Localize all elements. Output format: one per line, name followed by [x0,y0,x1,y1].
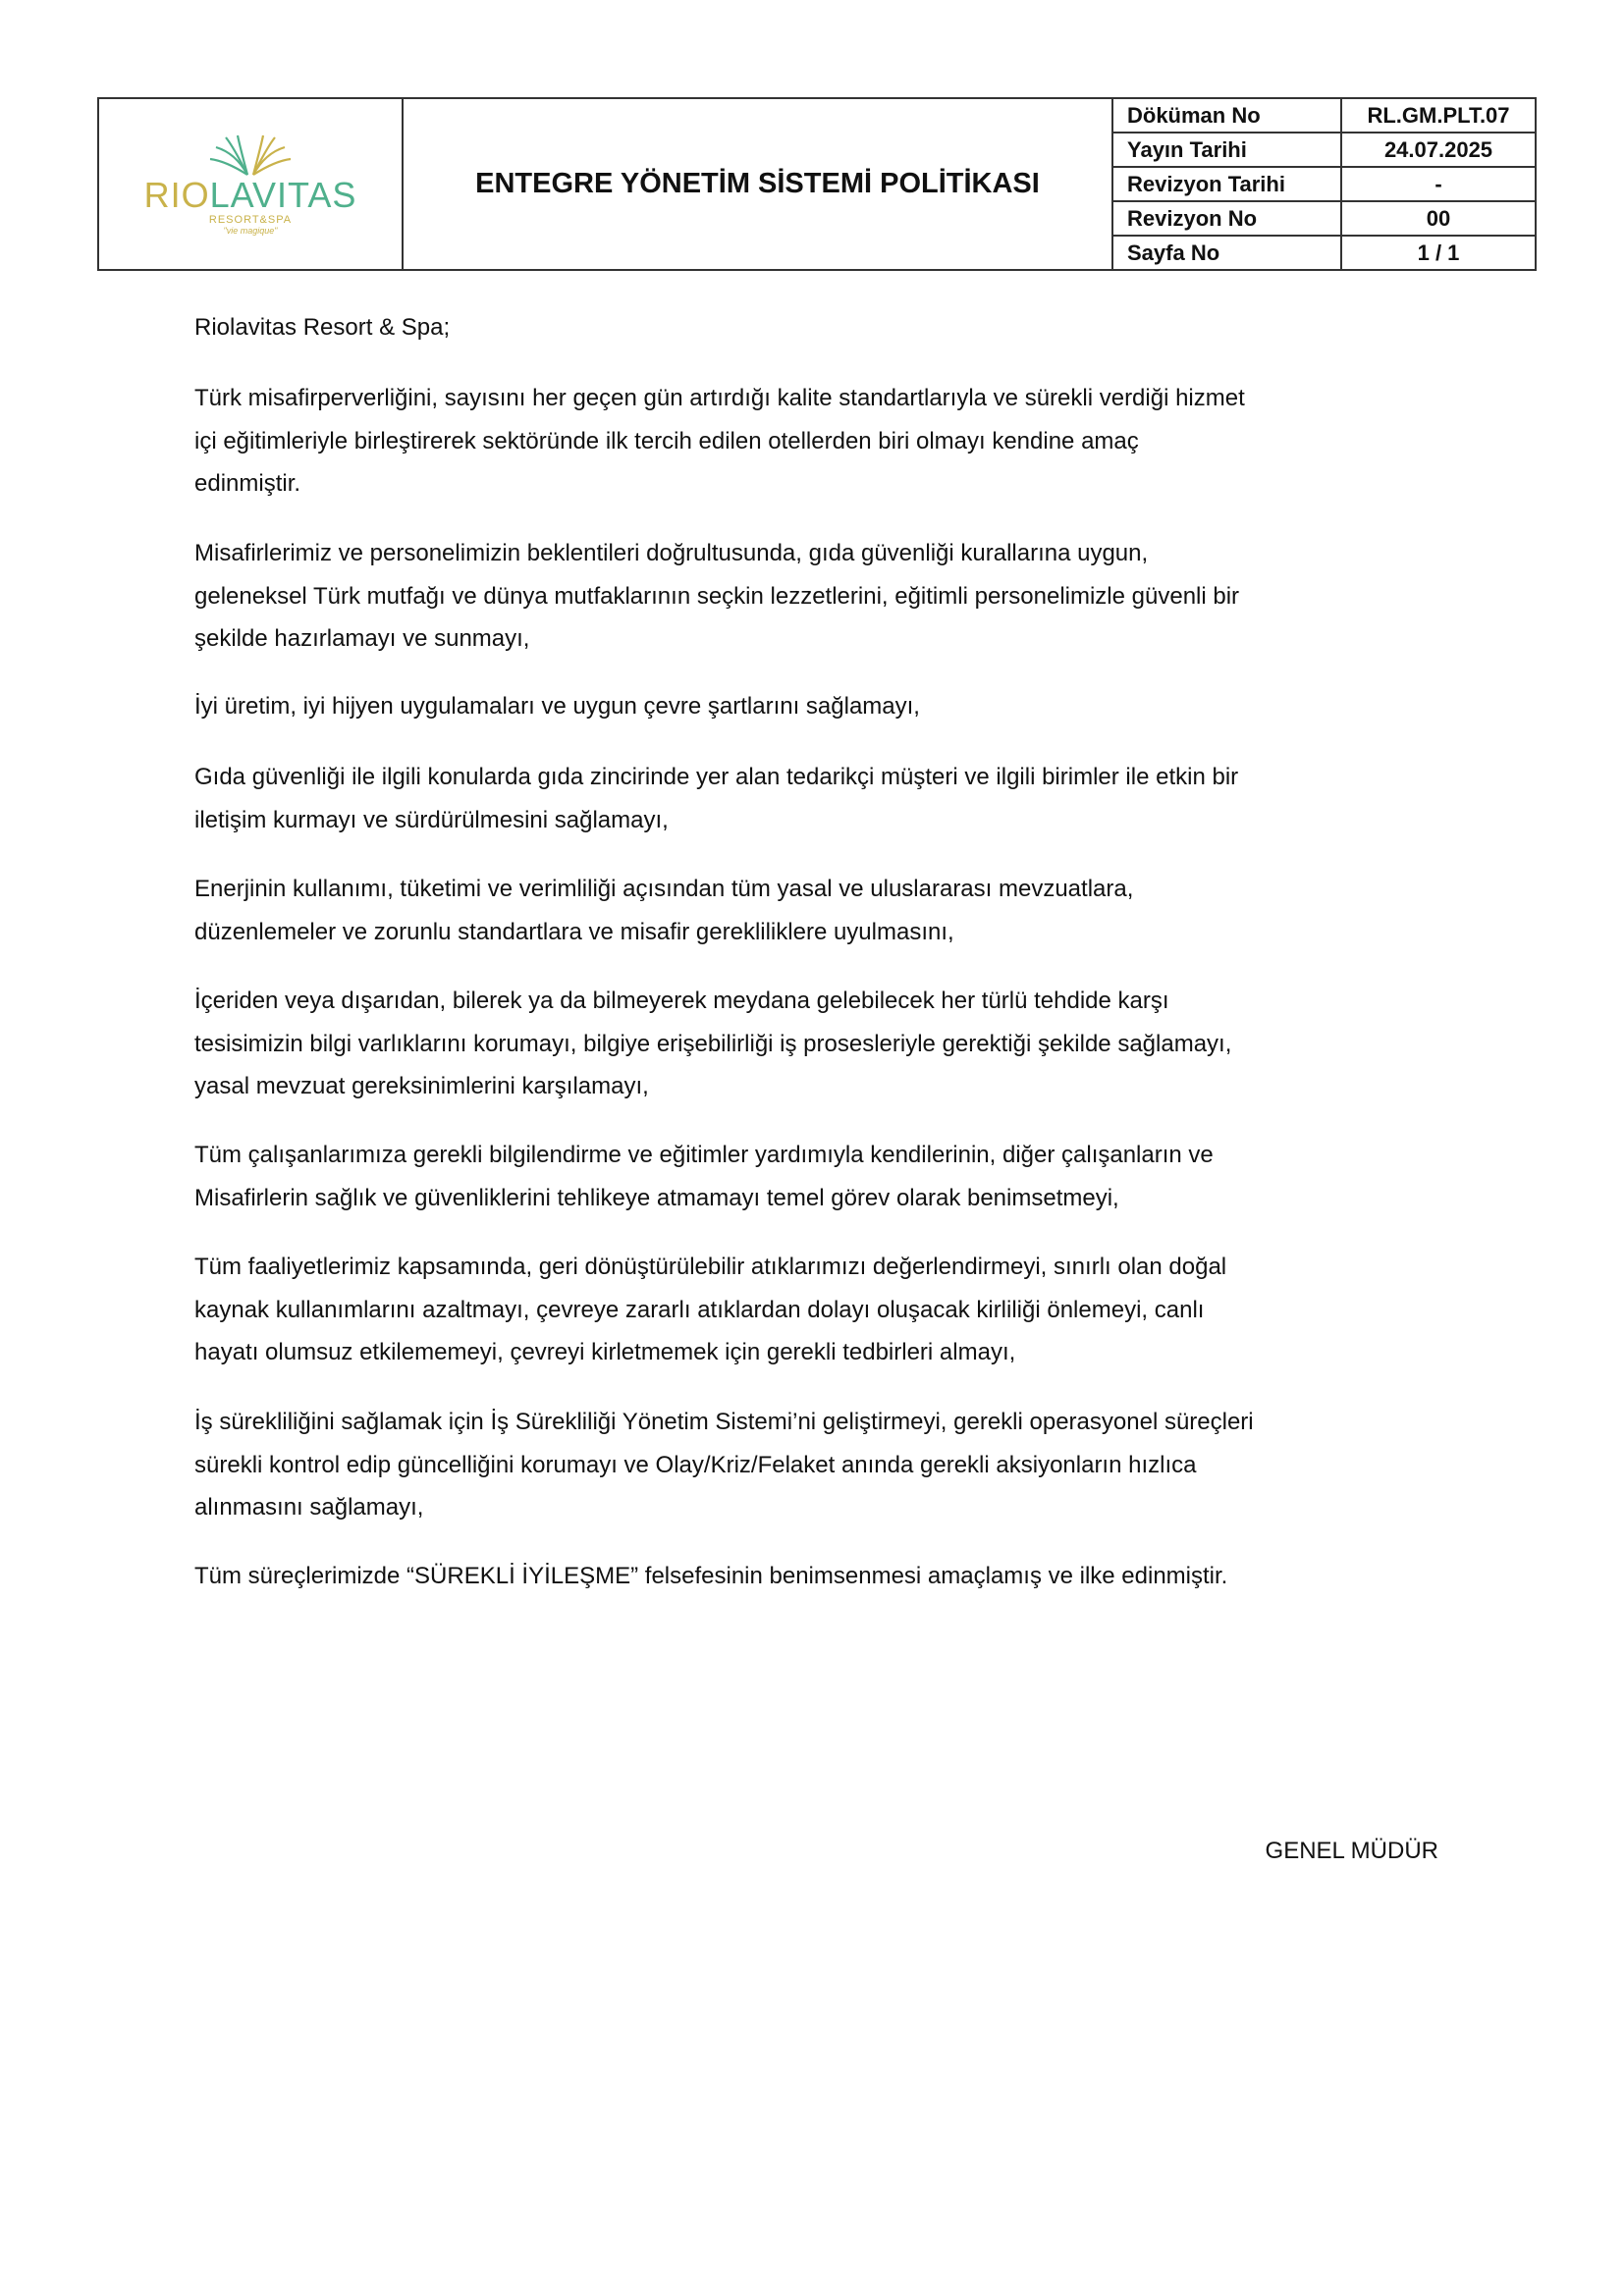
paragraph-line: Gıda güvenliği ile ilgili konularda gıda zincirinde yer alan tedarikçi müşteri ve ilgili birimler ile etkin bir [194,764,1239,790]
policy-paragraph [194,980,1231,1108]
policy-paragraph [194,1555,1227,1598]
paragraph-line: tesisimizin bilgi varlıklarını korumayı, bilgiye erişebilirliği iş prosesleriyle gerektiği şekilde sağlamayı, [194,1030,1232,1057]
paragraph-line: Riolavitas Resort & Spa; [194,314,451,341]
paragraph-line: Tüm faaliyetlerimiz kapsamında, geri dönüştürülebilir atıklarımızı değerlendirmeyi, sınırlı olan doğal [194,1254,1227,1280]
policy-paragraph [194,532,1239,661]
meta-row-revision-date: Revizyon Tarihi - [1113,168,1535,202]
paragraph-line: Tüm çalışanlarımıza gerekli bilgilendirme ve eğitimler yardımıyla kendilerinin, diğer çalışanların ve [194,1142,1214,1168]
signature-label: GENEL MÜDÜR [1265,1838,1438,1864]
paragraph-line: edinmiştir. [194,470,301,497]
paragraph-line: alınmasını sağlamayı, [194,1494,424,1521]
paragraph-line: geleneksel Türk mutfağı ve dünya mutfaklarının seçkin lezzetlerini, eğitimli personelimizle güvenli bir [194,582,1240,610]
policy-paragraph [194,868,1133,953]
paragraph-line: İş sürekliliğini sağlamak için İş Sürekliliği Yönetim Sistemi’ni geliştirmeyi, gerekli operasyonel süreçleri [194,1409,1254,1435]
paragraph-line: yasal mevzuat gereksinimlerini karşılamayı, [194,1073,649,1099]
palm-fan-logo-icon [196,133,304,177]
paragraph-line: içi eğitimleriyle birleştirerek sektöründe ilk tercih edilen otellerden biri olmayı kendine amaç [194,427,1139,454]
paragraph-line: şekilde hazırlamayı ve sunmayı, [194,625,530,652]
paragraph-line: kaynak kullanımlarını azaltmayı, çevreye zararlı atıklardan dolayı oluşacak kirliliği önlemeyi, canlı [194,1296,1205,1323]
meta-row-page-no: Sayfa No 1 / 1 [1113,237,1535,269]
document-meta-table [1113,99,1535,269]
paragraph-line: iletişim kurmayı ve sürdürülmesini sağlamayı, [194,806,669,833]
paragraph-line: hayatı olumsuz etkilememeyi, çevreyi kirletmemek için gerekli tedbirleri almayı, [194,1339,1016,1365]
paragraph-line: düzenlemeler ve zorunlu standartlara ve misafir gerekliliklere uyulmasını, [194,918,954,945]
document-title: ENTEGRE YÖNETİM SİSTEMİ POLİTİKASI [404,99,1113,269]
policy-paragraph [194,377,1245,506]
policy-paragraph [194,756,1238,841]
meta-row-revision-no: Revizyon No 00 [1113,202,1535,237]
policy-paragraph [194,1134,1214,1219]
company-logo [99,99,404,269]
paragraph-line: İyi üretim, iyi hijyen uygulamaları ve uygun çevre şartlarını sağlamayı, [194,693,920,720]
policy-paragraph [194,1401,1254,1529]
policy-paragraph [194,306,450,349]
meta-row-publish-date: Yayın Tarihi 24.07.2025 [1113,133,1535,168]
policy-paragraph [194,685,920,728]
logo-subtitle: RESORT&SPA [208,213,293,226]
paragraph-line: Tüm süreçlerimizde “SÜREKLİ İYİLEŞME” felsefesinin benimsenmesi amaçlamış ve ilke edinmiştir. [194,1563,1228,1589]
logo-tagline: "vie magique" [223,225,278,236]
paragraph-line: İçeriden veya dışarıdan, bilerek ya da bilmeyerek meydana gelebilecek her türlü tehdide karşı [194,988,1169,1014]
paragraph-line: Türk misafirperverliğini, sayısını her geçen gün artırdığı kalite standartlarıyla ve sürekli verdiği hizmet [194,385,1245,411]
paragraph-line: Misafirlerimiz ve personelimizin beklentileri doğrultusunda, gıda güvenliği kurallarına uygun, [194,540,1149,566]
paragraph-line: sürekli kontrol edip güncelliğini korumayı ve Olay/Kriz/Felaket anında gerekli aksiyonların hızlıca [194,1451,1197,1478]
paragraph-line: Misafirlerin sağlık ve güvenliklerini tehlikeye atmamayı temel görev olarak benimsetmeyi, [194,1184,1119,1211]
paragraph-line: Enerjinin kullanımı, tüketimi ve verimliliği açısından tüm yasal ve uluslararası mevzuatlara, [194,876,1134,902]
logo-wordmark: RIOLAVITAS [143,174,357,215]
document-header [97,97,1537,271]
policy-paragraph [194,1246,1226,1374]
meta-row-document-no: Döküman No RL.GM.PLT.07 [1113,99,1535,133]
